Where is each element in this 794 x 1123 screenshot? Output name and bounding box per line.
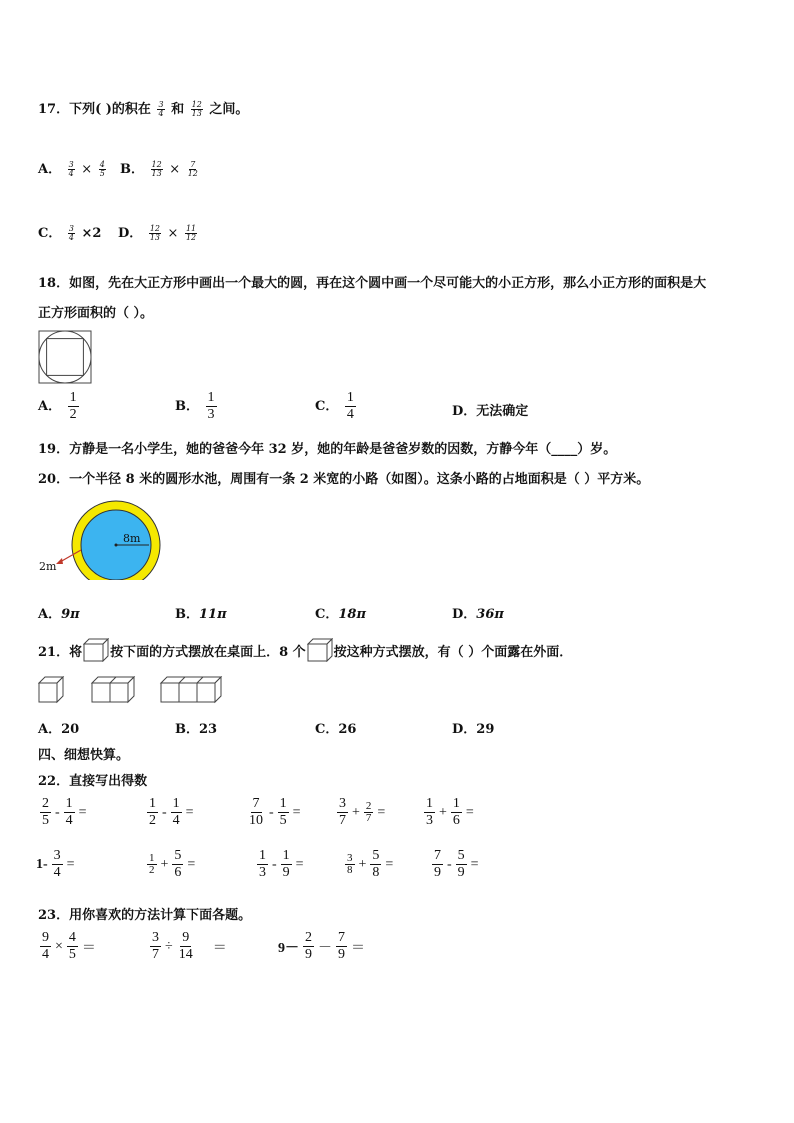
question-18-line1: 18．如图，先在大正方形中画出一个最大的圆，再在这个圆中画一个尽可能大的小正方形，那么小正方形的面积是大 (38, 276, 707, 291)
question-21: 21．将 按下面的方式摆放在桌面上．8 个 按这种方式摆放，有（ ）个面露在外面． (38, 638, 572, 662)
calc-item: $\frac{1}{2}$ + $\frac{5}{6}$ = (149, 848, 196, 880)
calc-item: 1- $\frac{3}{4}$ = (36, 848, 75, 880)
question-20: 20．一个半径 8 米的圆形水池，周围有一条 2 米宽的小路（如图）。这条小路的占地面积是（ ）平方米。 (38, 472, 650, 487)
question-19: 19．方静是一名小学生，她的爸爸今年 32 岁，她的年龄是爸爸岁数的因数，方静今年（____）岁。 (38, 442, 617, 457)
option-17-d[interactable]: D． $\frac{12}{13}$ × $\frac{11}{12}$ (118, 224, 197, 242)
calc-item: $\frac{9}{4}$ × $\frac{4}{5}$ ＝ (42, 930, 96, 962)
fraction: $\frac{12}{13}$ (191, 100, 202, 118)
option-21-c[interactable]: C．26 (315, 722, 357, 737)
option-20-b[interactable]: B．11π (175, 607, 227, 622)
square-circle-figure (38, 330, 92, 384)
calc-item: $\frac{7}{10}$ - $\frac{1}{5}$ = (249, 796, 301, 828)
calc-item: 9－ $\frac{2}{9}$ － $\frac{7}{9}$ ＝ (278, 930, 365, 962)
option-21-a[interactable]: A．20 (38, 722, 80, 737)
option-20-a[interactable]: A．9π (38, 607, 80, 622)
option-18-b[interactable]: B． $\frac{1}{3}$ (175, 390, 215, 422)
option-17-b[interactable]: B． $\frac{12}{13}$ × $\frac{7}{12}$ (120, 160, 198, 178)
question-23: 23．用你喜欢的方法计算下面各题。 (38, 908, 252, 923)
question-22: 22．直接写出得数 (38, 774, 148, 789)
calc-item: $\frac{1}{2}$ - $\frac{1}{4}$ = (149, 796, 194, 828)
calc-item: $\frac{3}{7}$ ÷ $\frac{9}{14}$ ＝ (152, 930, 227, 962)
option-20-d[interactable]: D．36π (452, 607, 504, 622)
option-20-c[interactable]: C．18π (315, 607, 366, 622)
calc-item: $\frac{3}{8}$ + $\frac{5}{8}$ = (347, 848, 394, 880)
question-17 (38, 98, 248, 118)
question-text: 之间。 (209, 102, 249, 117)
option-18-a[interactable]: A． $\frac{1}{2}$ (38, 390, 77, 422)
option-18-d[interactable]: D．无法确定 (452, 404, 529, 419)
radius-label: 8m (123, 532, 141, 545)
calc-item: $\frac{1}{3}$ + $\frac{1}{6}$ = (426, 796, 474, 828)
cube-arrangement-figure (38, 676, 228, 704)
option-17-c[interactable]: C． $\frac{3}{4}$ ×2 (38, 224, 102, 242)
question-text: 和 (171, 102, 185, 117)
calc-item: $\frac{3}{7}$ + $\frac{2}{7}$ = (339, 796, 386, 828)
cube-icon (307, 638, 333, 662)
pool-path-figure (36, 500, 166, 580)
calc-item: $\frac{1}{3}$ - $\frac{1}{9}$ = (259, 848, 304, 880)
question-number: 17． (38, 102, 70, 117)
option-18-c[interactable]: C． $\frac{1}{4}$ (315, 390, 354, 422)
width-label: 2m (39, 560, 57, 573)
fraction: $\frac{3}{4}$ (158, 100, 164, 118)
calc-item: $\frac{2}{5}$ - $\frac{1}{4}$ = (42, 796, 87, 828)
calc-item: $\frac{7}{9}$ - $\frac{5}{9}$ = (434, 848, 479, 880)
question-18-line2: 正方形面积的（ ）。 (38, 306, 154, 321)
section-heading: 四、细想快算。 (38, 748, 130, 763)
option-17-a[interactable]: A． $\frac{3}{4}$ × $\frac{4}{5}$ (38, 160, 105, 178)
question-text: 下列( )的积在 (69, 102, 151, 117)
cube-icon (83, 638, 109, 662)
option-21-d[interactable]: D．29 (452, 722, 495, 737)
option-21-b[interactable]: B．23 (175, 722, 218, 737)
